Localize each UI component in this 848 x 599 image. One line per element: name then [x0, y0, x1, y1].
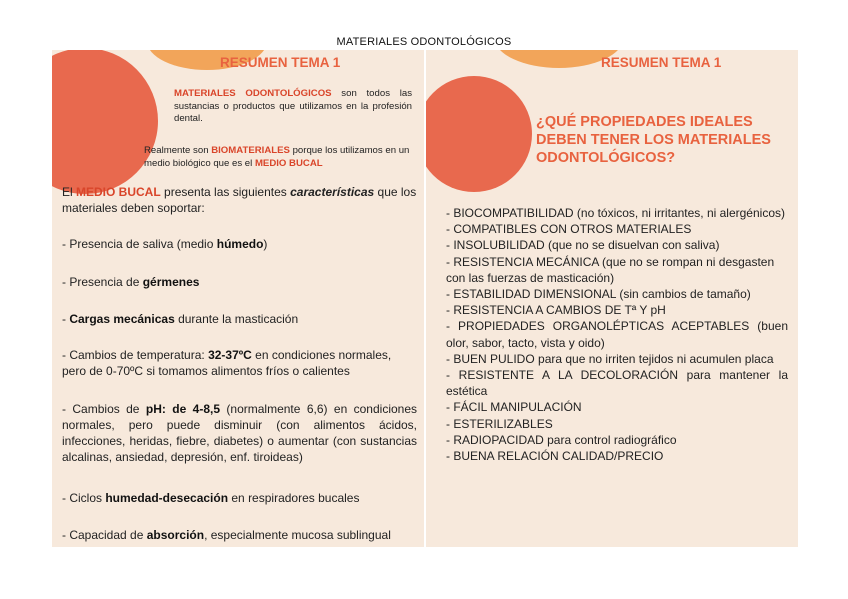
- left-heading: RESUMEN TEMA 1: [220, 55, 341, 70]
- biomaterials-paragraph: Realmente son BIOMATERIALES porque los utilizamos en un medio biológico que es el MEDIO BUCAL: [144, 145, 410, 169]
- list-item: - Cargas mecánicas durante la masticación: [62, 312, 299, 326]
- definition-paragraph: MATERIALES ODONTOLÓGICOS son todos las sustancias o productos que utilizamos en la profesión dental.: [174, 88, 412, 124]
- term-medio-bucal-lead: MEDIO BUCAL: [76, 185, 161, 199]
- list-item: - Presencia de saliva (medio húmedo): [62, 237, 268, 251]
- list-item: - BUENA RELACIÓN CALIDAD/PRECIO: [446, 449, 664, 464]
- term-biomateriales: BIOMATERIALES: [211, 145, 290, 156]
- list-item: - Presencia de gérmenes: [62, 275, 200, 289]
- list-item: - RESISTENTE A LA DECOLORACIÓN para mantener la estética: [446, 368, 788, 399]
- lead-paragraph: El MEDIO BUCAL presenta las siguientes características que los materiales deben soportar:: [62, 185, 417, 215]
- term-materiales: MATERIALES ODONTOLÓGICOS: [174, 88, 332, 99]
- list-item: - BUEN PULIDO para que no irriten tejidos ni acumulen placa: [446, 351, 774, 366]
- list-item: - FÁCIL MANIPULACIÓN: [446, 400, 582, 415]
- list-item: - Capacidad de absorción, especialmente mucosa sublingual: [62, 528, 391, 542]
- term-caracteristicas: características: [290, 185, 375, 199]
- decorative-circle-red: [426, 76, 532, 192]
- right-summary-panel: [426, 50, 798, 547]
- decorative-circle-red: [52, 50, 158, 194]
- term-medio-bucal: MEDIO BUCAL: [254, 157, 323, 169]
- list-item: - PROPIEDADES ORGANOLÉPTICAS ACEPTABLES (buen olor, sabor, tacto, vista y oido): [446, 319, 788, 350]
- list-item: - RESISTENCIA A CAMBIOS DE Tª Y pH: [446, 303, 666, 318]
- list-item: - INSOLUBILIDAD (que no se disuelvan con saliva): [446, 238, 720, 253]
- right-heading: RESUMEN TEMA 1: [601, 55, 722, 70]
- list-item: - COMPATIBLES CON OTROS MATERIALES: [446, 222, 692, 237]
- list-item: - RESISTENCIA MECÁNICA (que no se rompan ni desgasten con las fuerzas de masticación): [446, 254, 775, 285]
- list-item: - ESTABILIDAD DIMENSIONAL (sin cambios de tamaño): [446, 287, 751, 302]
- list-item: - ESTERILIZABLES: [446, 416, 553, 431]
- left-summary-panel: [52, 50, 424, 547]
- list-item: - Cambios de pH: de 4-8,5 (normalmente 6,6) en condiciones normales, pero puede disminuir (con alimentos ácidos, infecciones, heridas, fiebre, diabetes) o aumentar (con sustancias alcalinas, ansiedad, depresión, enf. tiroideas): [62, 402, 418, 464]
- list-item: - Ciclos humedad-desecación en respiradores bucales: [62, 491, 360, 505]
- list-item: - Cambios de temperatura: 32-37ºC en condiciones normales, pero de 0-70ºC si tomamos alimentos fríos o calientes: [62, 348, 392, 378]
- list-item: - BIOCOMPATIBILIDAD (no tóxicos, ni irritantes, ni alergénicos): [446, 206, 785, 220]
- list-item: - RADIOPACIDAD para control radiográfico: [446, 432, 677, 447]
- document-title: MATERIALES ODONTOLÓGICOS: [336, 36, 512, 48]
- properties-list: [446, 205, 788, 464]
- properties-question: ¿QUÉ PROPIEDADES IDEALES DEBEN TENER LOS MATERIALES ODONTOLÓGICOS?: [536, 114, 771, 166]
